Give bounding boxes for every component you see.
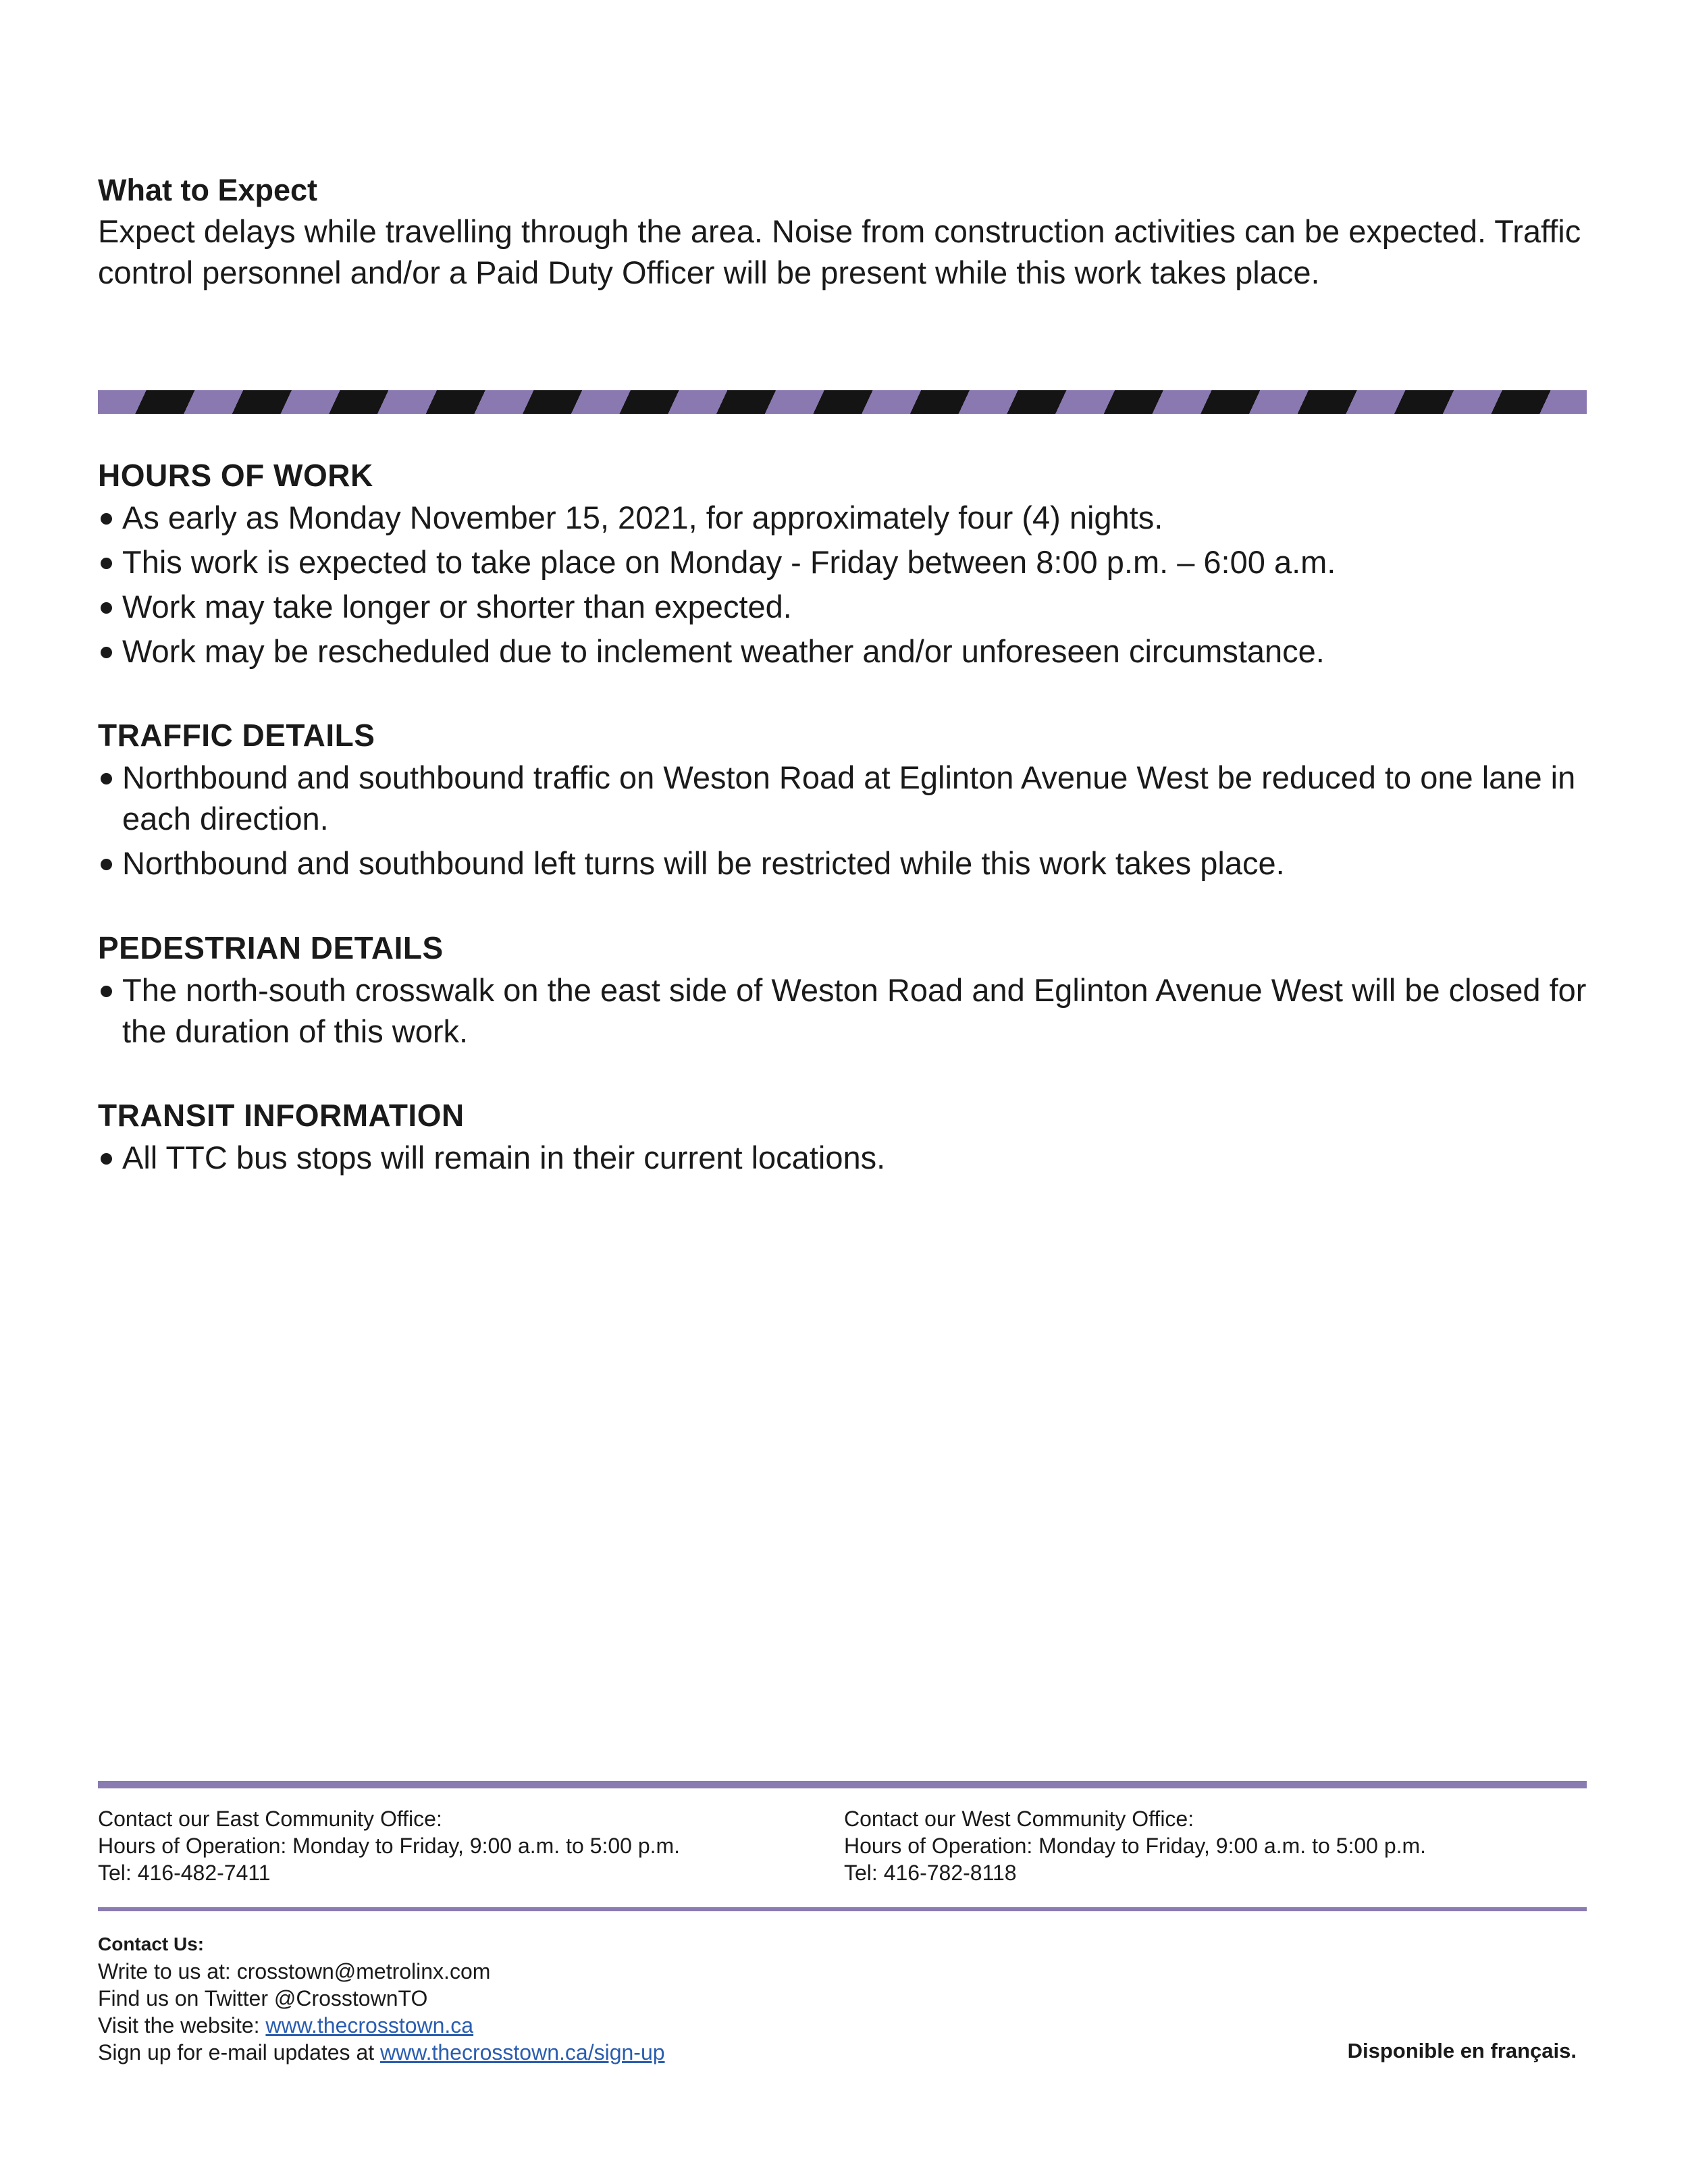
east-office-title: Contact our East Community Office: (98, 1807, 442, 1831)
list-item: Work may be rescheduled due to inclement weather and/or unforeseen circumstance. (98, 631, 1597, 672)
what-to-expect-section (98, 170, 1597, 293)
list-item: Northbound and southbound traffic on Weston Road at Eglinton Avenue West be reduced to one lane in each direction. (98, 757, 1597, 839)
list-item: As early as Monday November 15, 2021, for approximately four (4) nights. (98, 497, 1597, 538)
east-office-tel: Tel: 416-482-7411 (98, 1861, 271, 1885)
french-availability-note: Disponible en français. (1347, 2039, 1577, 2062)
east-office-hours: Hours of Operation: Monday to Friday, 9:00 a.m. to 5:00 p.m. (98, 1834, 681, 1858)
transit-information-title: TRANSIT INFORMATION (98, 1098, 465, 1133)
west-office-contact (844, 1805, 1426, 1886)
website-prefix: Visit the website: (98, 2013, 266, 2037)
traffic-details-title: TRAFFIC DETAILS (98, 718, 375, 753)
pedestrian-details-list (98, 969, 1597, 1052)
contact-twitter: Find us on Twitter @CrosstownTO (98, 1986, 428, 2010)
list-item: Northbound and southbound left turns will be restricted while this work takes place. (98, 843, 1597, 884)
pedestrian-details-section (98, 926, 1597, 1055)
contact-us-block (98, 1931, 665, 2066)
traffic-details-section (98, 714, 1597, 887)
website-link[interactable]: www.thecrosstown.ca (265, 2013, 474, 2037)
traffic-details-list (98, 757, 1597, 884)
transit-information-section (98, 1094, 1597, 1181)
striped-divider (98, 390, 1587, 414)
footer-divider-mid (98, 1907, 1587, 1911)
hours-of-work-section (98, 454, 1597, 675)
list-item: All TTC bus stops will remain in their current locations. (98, 1137, 1597, 1178)
hours-of-work-list (98, 497, 1597, 672)
west-office-title: Contact our West Community Office: (844, 1807, 1194, 1831)
hours-of-work-title: HOURS OF WORK (98, 458, 373, 493)
footer-divider-top (98, 1781, 1587, 1788)
what-to-expect-title: What to Expect (98, 173, 318, 207)
contact-website (98, 2012, 665, 2039)
signup-link[interactable]: www.thecrosstown.ca/sign-up (380, 2040, 665, 2065)
west-office-hours: Hours of Operation: Monday to Friday, 9:00 a.m. to 5:00 p.m. (844, 1834, 1427, 1858)
list-item: The north-south crosswalk on the east side of Weston Road and Eglinton Avenue West will be closed for the duration of this work. (98, 969, 1597, 1052)
contact-signup (98, 2039, 665, 2066)
transit-information-list (98, 1137, 1597, 1178)
signup-prefix: Sign up for e-mail updates at (98, 2040, 381, 2065)
what-to-expect-body: Expect delays while travelling through the area. Noise from construction activities can be expected. Traffic control personnel and/or a Paid Duty Officer will be present while this work takes place. (98, 213, 1581, 290)
west-office-tel: Tel: 416-782-8118 (844, 1861, 1017, 1885)
contact-us-title: Contact Us: (98, 1934, 205, 1954)
contact-email: Write to us at: crosstown@metrolinx.com (98, 1959, 491, 1983)
pedestrian-details-title: PEDESTRIAN DETAILS (98, 930, 444, 965)
list-item: Work may take longer or shorter than expected. (98, 586, 1597, 627)
list-item: This work is expected to take place on Monday - Friday between 8:00 p.m. – 6:00 a.m. (98, 541, 1597, 583)
east-office-contact (98, 1805, 680, 1886)
